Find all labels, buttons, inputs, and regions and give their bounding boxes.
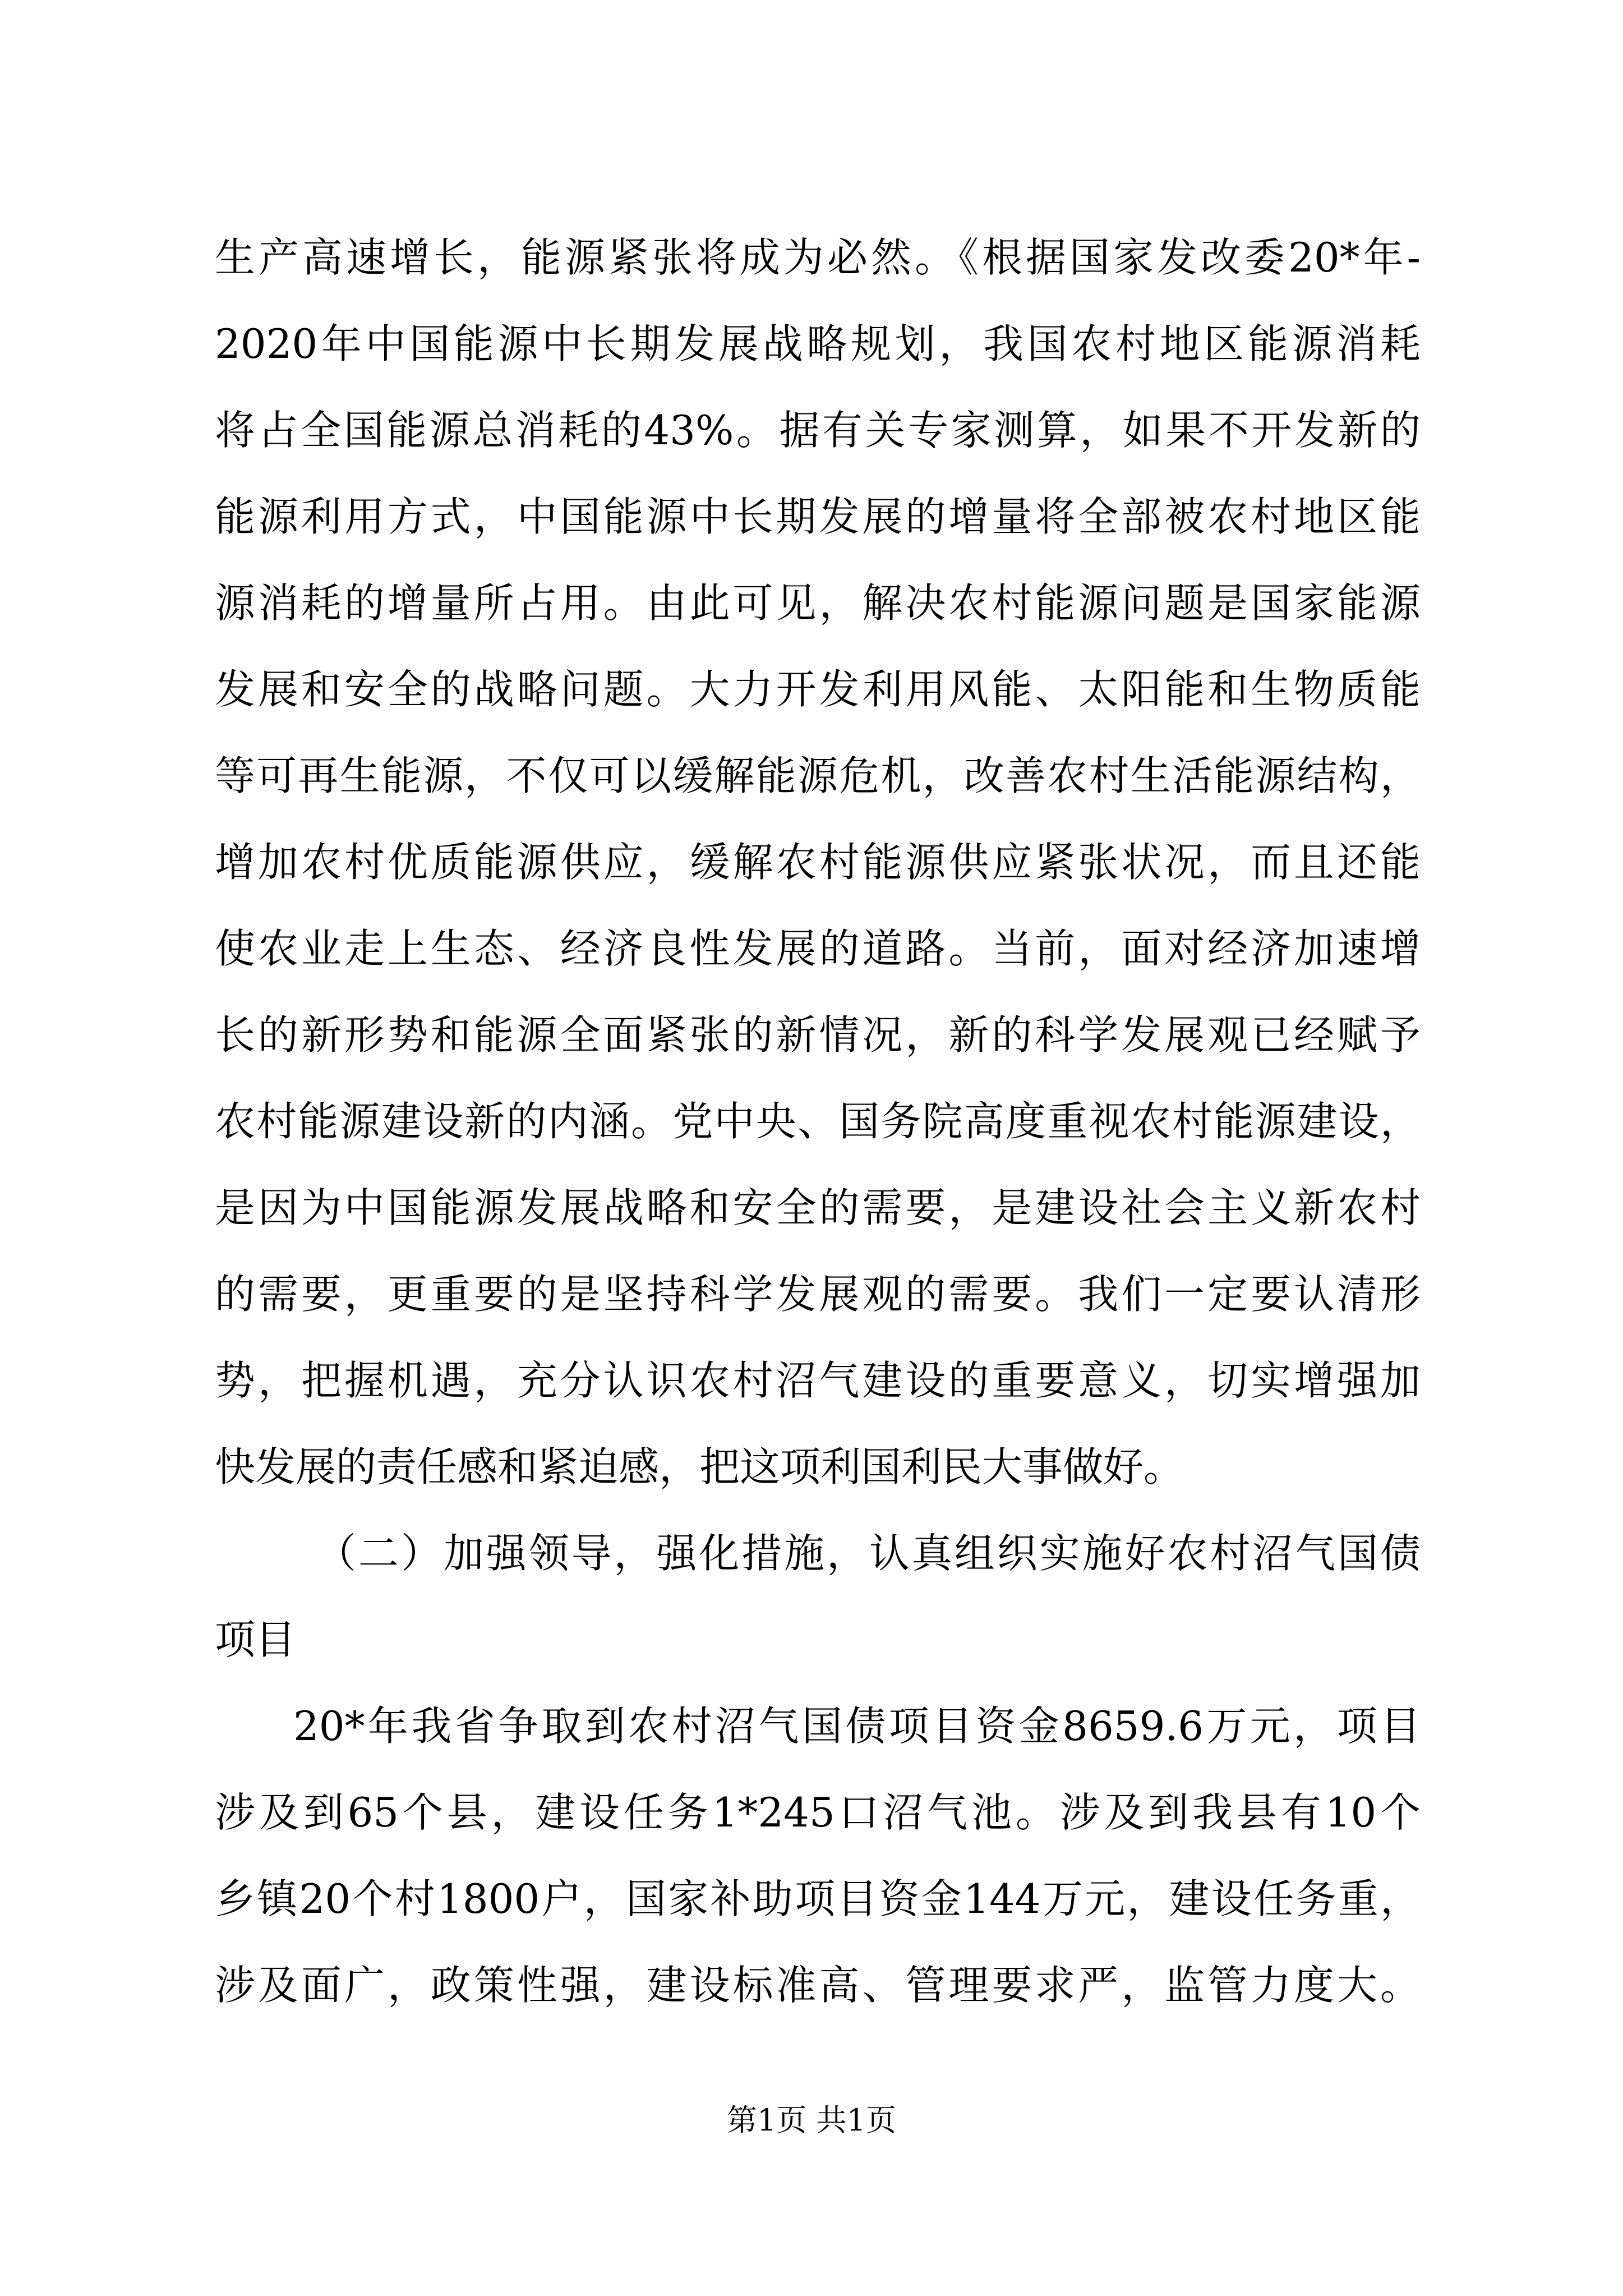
paragraph-line: 涉及到65个县，建设任务1*245口沼气池。涉及到我县有10个 — [215, 1789, 1421, 1836]
paragraph-line: 2020年中国能源中长期发展战略规划，我国农村地区能源消耗 — [215, 320, 1421, 367]
paragraph-line: 将占全国能源总消耗的43%。据有关专家测算，如果不开发新的 — [215, 407, 1421, 454]
document-body — [215, 214, 1421, 2028]
paragraph-line: 涉及面广，政策性强，建设标准高、管理要求严，监管力度大。 — [215, 1962, 1421, 2009]
paragraph-line: 能源利用方式，中国能源中长期发展的增量将全部被农村地区能 — [215, 493, 1421, 540]
paragraph-line: 等可再生能源，不仅可以缓解能源危机，改善农村生活能源结构， — [215, 752, 1421, 799]
paragraph-line: 生产高速增长，能源紧张将成为必然。《根据国家发改委20*年- — [215, 234, 1421, 281]
page-footer — [0, 2101, 1623, 2140]
paragraph-line: 的需要，更重要的是坚持科学发展观的需要。我们一定要认清形 — [215, 1271, 1421, 1318]
paragraph-line: 源消耗的增量所占用。由此可见，解决农村能源问题是国家能源 — [215, 579, 1421, 627]
paragraph-line: 20*年我省争取到农村沼气国债项目资金8659.6万元，项目 — [293, 1703, 1421, 1750]
paragraph-line: 农村能源建设新的内涵。党中央、国务院高度重视农村能源建设， — [215, 1098, 1421, 1145]
section-heading-line: 项目 — [215, 1616, 296, 1663]
paragraph-line: 快发展的责任感和紧迫感，把这项利国利民大事做好。 — [215, 1443, 1184, 1490]
paragraph-line: 乡镇20个村1800户，国家补助项目资金144万元，建设任务重， — [215, 1875, 1421, 1922]
paragraph-line: 使农业走上生态、经济良性发展的道路。当前，面对经济加速增 — [215, 925, 1421, 972]
paragraph-line: 是因为中国能源发展战略和安全的需要，是建设社会主义新农村 — [215, 1184, 1421, 1231]
section-heading-line: （二）加强领导，强化措施，认真组织实施好农村沼气国债 — [316, 1530, 1421, 1577]
page-number: 第1页 共1页 — [727, 2102, 896, 2138]
paragraph-line: 长的新形势和能源全面紧张的新情况，新的科学发展观已经赋予 — [215, 1011, 1421, 1059]
paragraph-line: 发展和安全的战略问题。大力开发利用风能、太阳能和生物质能 — [215, 666, 1421, 713]
paragraph-line: 增加农村优质能源供应，缓解农村能源供应紧张状况，而且还能 — [215, 839, 1421, 886]
paragraph-line: 势，把握机遇，充分认识农村沼气建设的重要意义，切实增强加 — [215, 1357, 1421, 1404]
